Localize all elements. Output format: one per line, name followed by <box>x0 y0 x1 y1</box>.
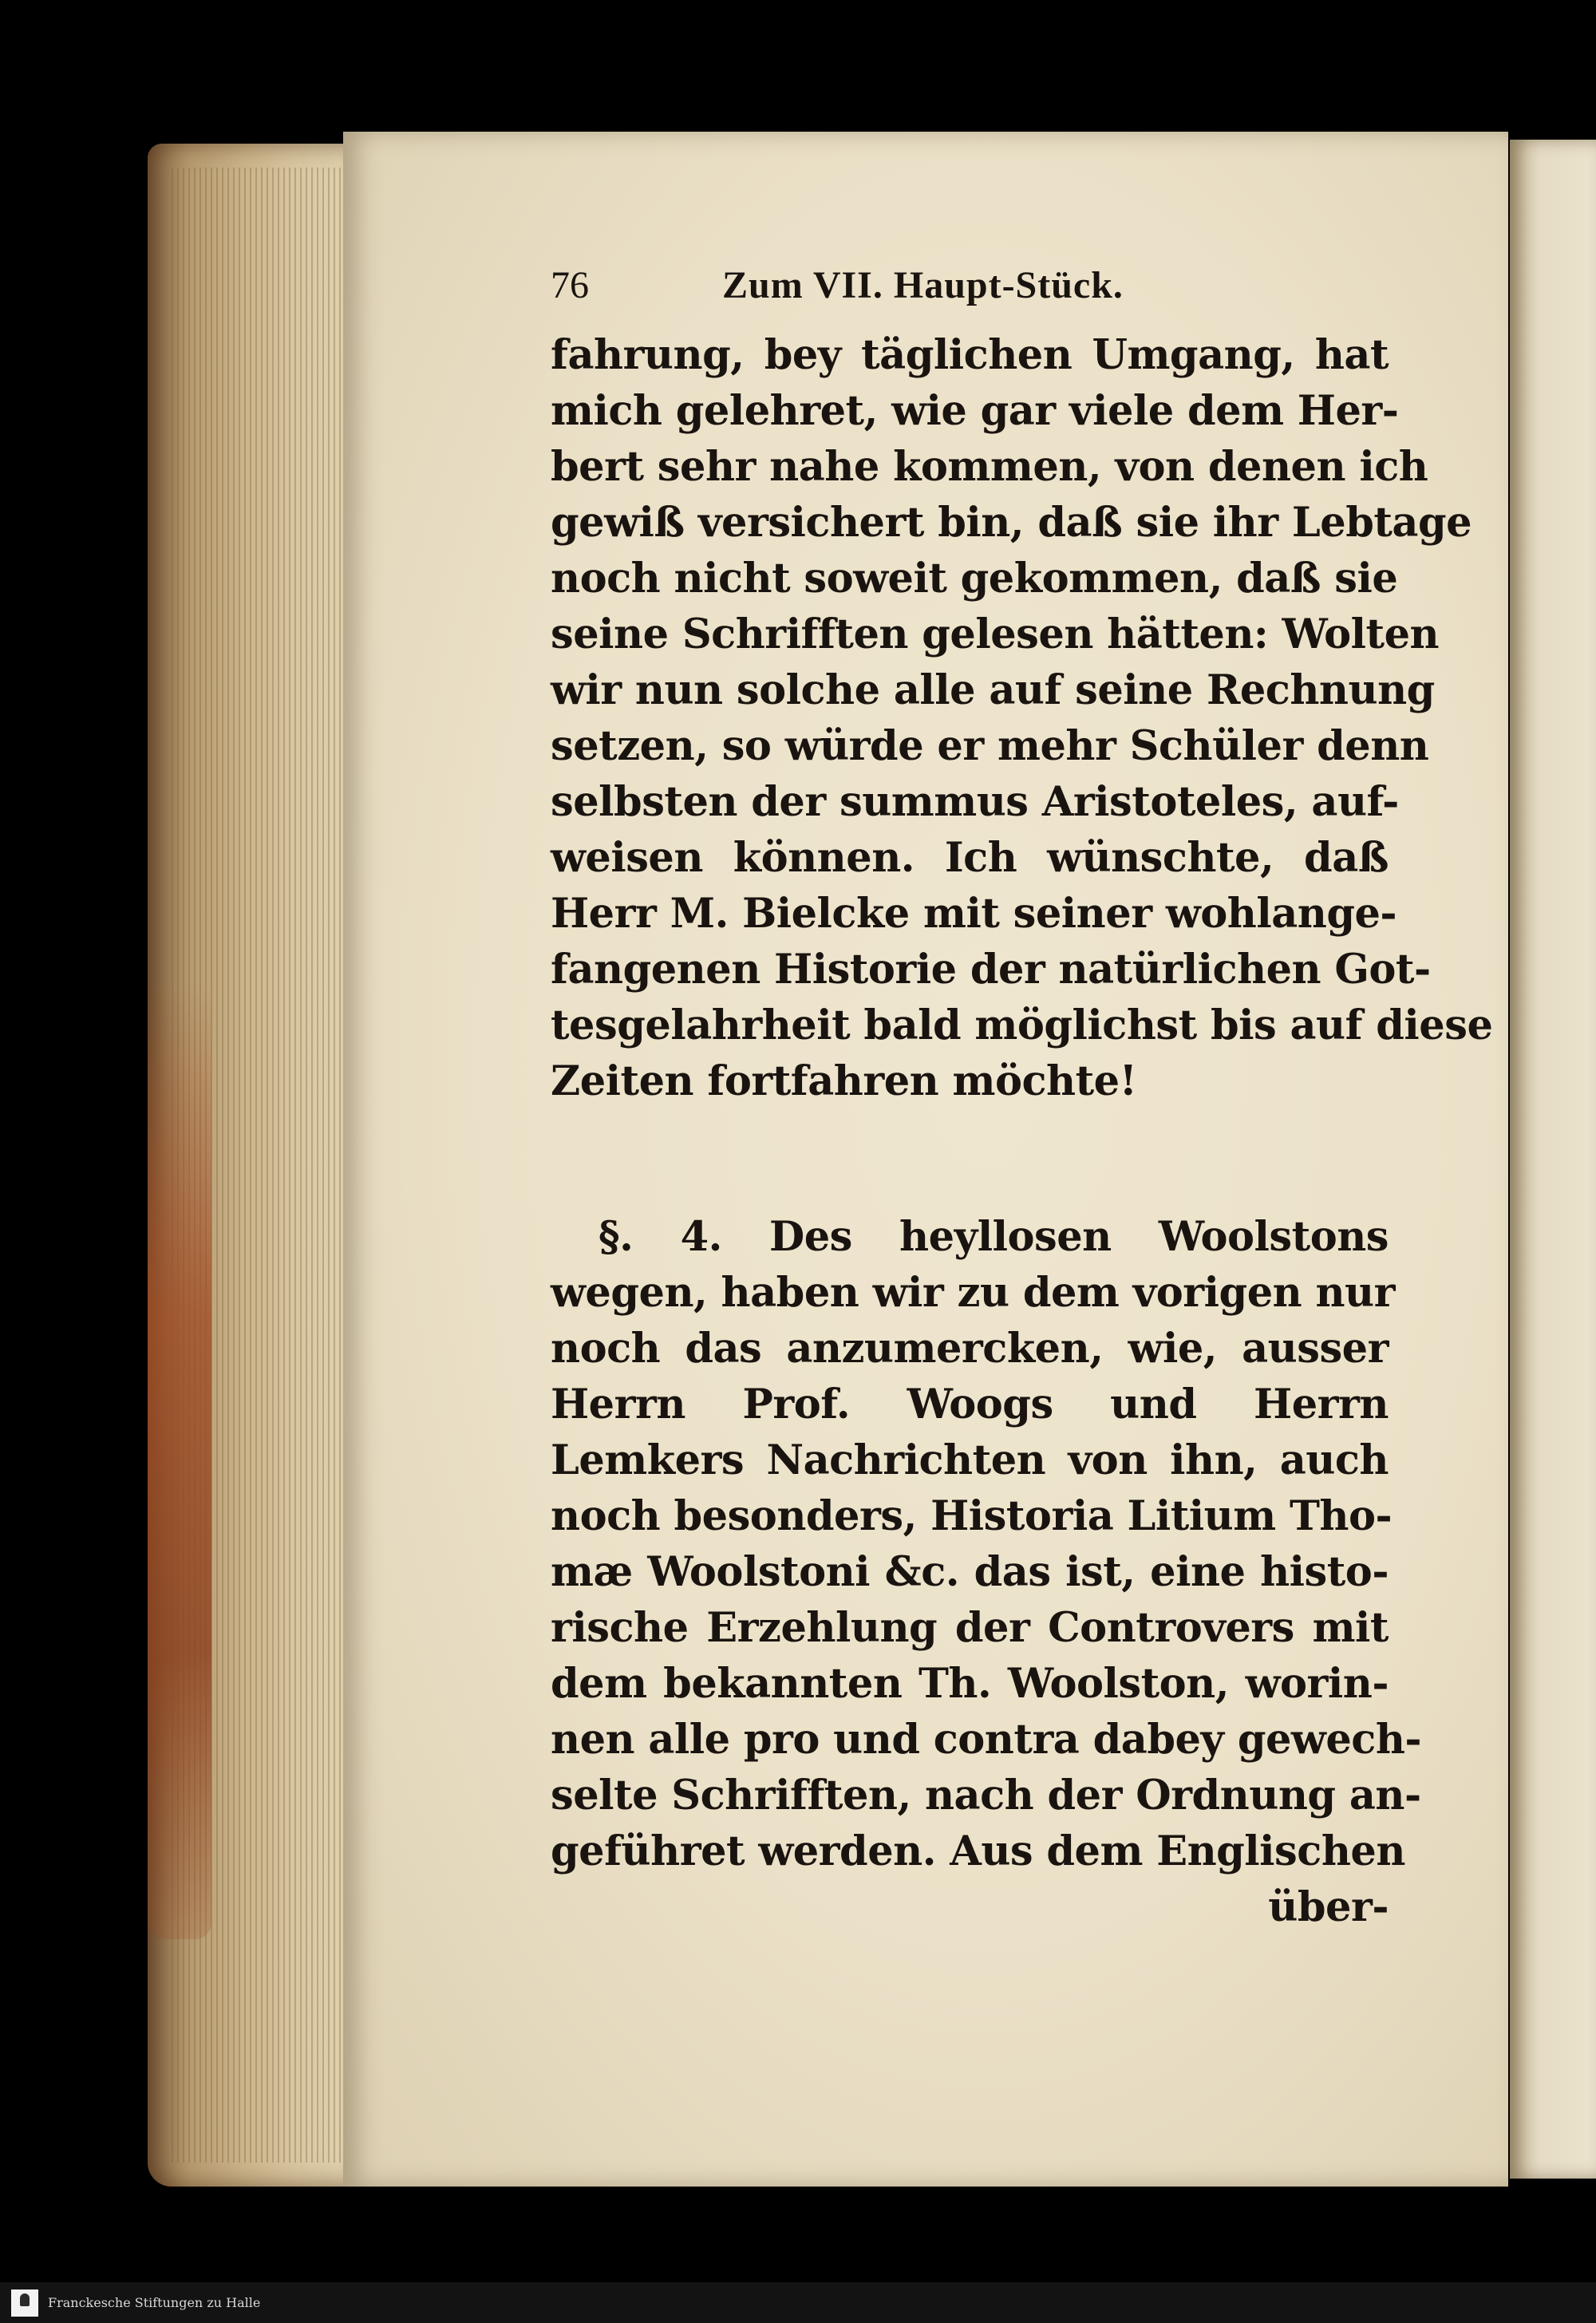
text-line: mich gelehret, wie gar viele dem Her- <box>551 387 1399 435</box>
text-line: noch das anzumercken, wie, ausser <box>551 1325 1389 1373</box>
edge-stain <box>148 982 211 1939</box>
institution-label: Franckesche Stiftungen zu Halle <box>48 2295 261 2310</box>
text-line: selbsten der summus Aristoteles, auf- <box>551 778 1399 826</box>
facing-page <box>1510 140 1596 2179</box>
text-line: gewiß versichert bin, daß sie ihr Lebtage <box>551 499 1472 547</box>
section-heading-line: §. 4. Des heyllosen Woolstons <box>598 1213 1389 1261</box>
text-line: setzen, so würde er mehr Schüler denn <box>551 722 1429 770</box>
text-line: selte Schrifften, nach der Ordnung an- <box>551 1772 1421 1819</box>
text-line: Lemkers Nachrichten von ihn, auch <box>551 1436 1389 1484</box>
text-line: rische Erzehlung der Controvers mit <box>551 1604 1389 1652</box>
text-line: tesgelahrheit bald möglichst bis auf diese <box>551 1001 1493 1049</box>
page-header <box>551 263 1253 311</box>
text-line: weisen können. Ich wünschte, daß <box>551 834 1389 882</box>
text-line: dem bekannten Th. Woolston, worin- <box>551 1660 1389 1708</box>
text-line: bert sehr nahe kommen, von denen ich <box>551 443 1428 491</box>
text-line: fangenen Historie der natürlichen Got- <box>551 946 1431 994</box>
text-line: Herrn Prof. Woogs und Herrn <box>551 1381 1389 1428</box>
text-line: wir nun solche alle auf seine Rechnung <box>551 666 1435 714</box>
running-head: Zum VII. Haupt-Stück. <box>722 264 1124 306</box>
page-number: 76 <box>551 264 589 306</box>
text-line: noch besonders, Historia Litium Tho- <box>551 1492 1393 1540</box>
text-line: seine Schrifften gelesen hätten: Wolten <box>551 610 1440 658</box>
text-line: Zeiten fortfahren möchte! <box>551 1057 1137 1105</box>
text-line: nen alle pro und contra dabey gewech- <box>551 1716 1422 1764</box>
text-line: noch nicht soweit gekommen, daß sie <box>551 555 1398 602</box>
text-line: geführet werden. Aus dem Englischen <box>551 1827 1405 1875</box>
text-line: wegen, haben wir zu dem vorigen nur <box>551 1269 1396 1317</box>
text-line: Herr M. Bielcke mit seiner wohlange- <box>551 890 1397 938</box>
text-line: fahrung, bey täglichen Umgang, hat <box>551 331 1389 379</box>
text-line: mæ Woolstoni &c. das ist, eine histo- <box>551 1548 1389 1596</box>
institution-logo <box>11 2289 38 2317</box>
book-page-edges <box>148 144 359 2187</box>
logo-mark-icon <box>20 2293 30 2306</box>
footer-bar <box>0 2282 1596 2323</box>
catchword: über- <box>1268 1883 1389 1931</box>
